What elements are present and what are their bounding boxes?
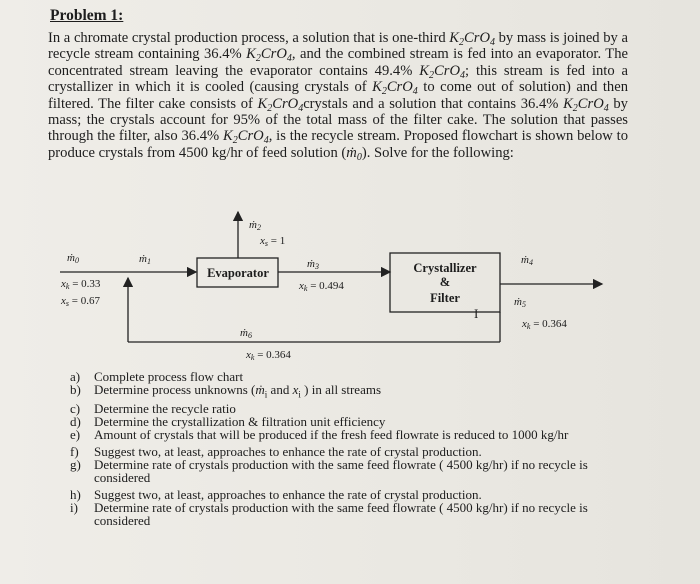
question-item: f) Suggest two, at least, approaches to enhance the rate of crystal production.	[70, 443, 482, 459]
label-m0-xs: $x_s = 0.67$	[61, 295, 100, 308]
label-m4: ṁ$_4$	[521, 254, 533, 267]
question-item: c) Determine the recycle ratio	[70, 400, 236, 416]
label-m2: ṁ$_2$	[249, 219, 261, 232]
ampersand-label: &	[439, 275, 451, 289]
question-item: b) Determine process unknowns (ṁ$_i$ and $x_i$ ) in all streams	[70, 382, 382, 400]
label-m6: ṁ$_6$	[240, 327, 252, 340]
problem-title: Problem 1:	[50, 7, 124, 24]
question-list	[70, 370, 610, 527]
label-m0-xk: $x_k = 0.33$	[61, 278, 101, 291]
problem-statement: In a chromate crystal production process, a solution that is one-third $K_2CrO_4$ by mass is joined by a recycle stream containing 36.4% $K_2CrO_4$, and the combined stream is fed into an evaporator. The concentrated stream leaving the evaporator contains 49.4% $K_2CrO_4$; this stream is fed into a crystallizer in which it is cooled (causing crystals of $K_2CrO_4$ to come out of solution) and then filtered. The filter cake consists of $K_2CrO_4crystals$ and a solution that contains 36.4% $K_2CrO_4$ by mass; the crystals account for 95% of the total mass of the filter cake. The solution that passes through the filter, also 36.4% $K_2CrO_4$, is the recycle stream. Proposed flowchart is shown below to produce crystals from 4500 kg/hr of feed solution (ṁ$_0$). Solve for the following:	[48, 30, 628, 163]
label-m3-xk: $x_k = 0.494$	[299, 280, 344, 293]
question-item: g) Determine rate of crystals production with the same feed flowrate ( 4500 kg/hr) if no recycle is considered	[70, 456, 588, 485]
label-m2-xs: $x_s = 1$	[260, 235, 286, 248]
drain-icon: I	[474, 306, 479, 321]
label-m0: ṁ$_0$	[67, 252, 79, 265]
label-m6-xk: $x_k = 0.364$	[246, 349, 291, 362]
question-item: e) Amount of crystals that will be produced if the fresh feed flowrate is reduced to 1000 kg/hr	[70, 426, 569, 442]
crystallizer-label: Crystallizer	[413, 261, 477, 275]
label-m1: ṁ$_1$	[139, 253, 151, 266]
label-m3: ṁ$_3$	[307, 258, 319, 271]
evaporator-label: Evaporator	[207, 266, 269, 280]
label-m5-xk: $x_k = 0.364$	[522, 318, 567, 331]
question-item: h) Suggest two, at least, approaches to enhance the rate of crystal production.	[70, 486, 482, 502]
filter-label: Filter	[430, 291, 460, 305]
question-item: i) Determine rate of crystals production with the same feed flowrate ( 4500 kg/hr) if no recycle is considered	[70, 499, 588, 528]
question-item: a) Complete process flow chart	[70, 369, 244, 384]
question-item: d) Determine the crystallization & filtration unit efficiency	[70, 413, 386, 429]
label-m5: ṁ$_5$	[514, 296, 526, 309]
